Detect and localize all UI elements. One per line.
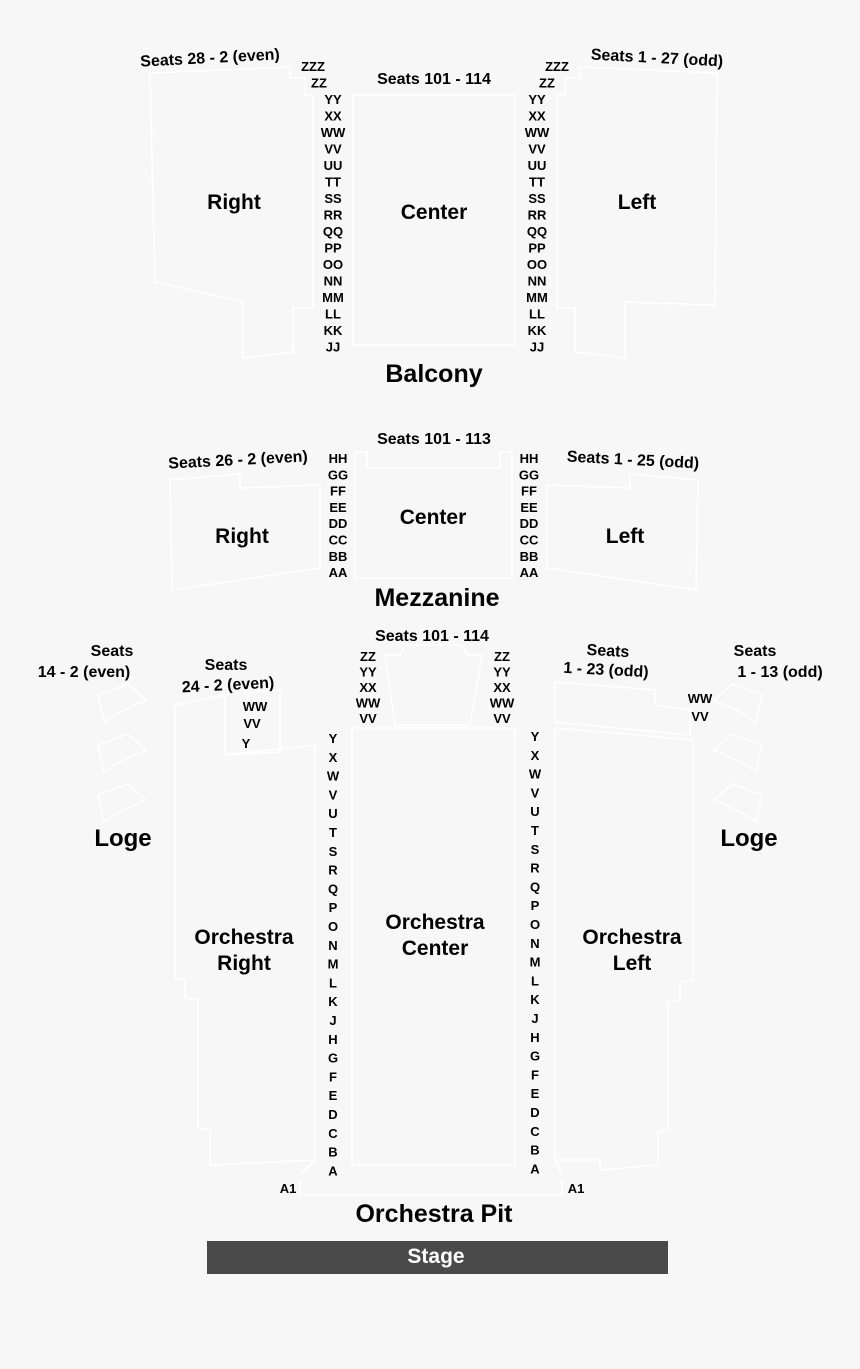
row-label: W: [326, 768, 340, 784]
row-label: FF: [521, 483, 537, 499]
balcony-left-label: Left: [617, 191, 657, 214]
row-label: VV: [324, 141, 342, 157]
row-label: B: [530, 1142, 540, 1158]
orchestra-right-top-row: WW: [242, 699, 268, 714]
row-label: S: [530, 841, 540, 857]
row-label: V: [530, 785, 540, 801]
row-label: H: [328, 1031, 338, 1047]
row-label: Q: [327, 881, 339, 897]
row-label: OO: [322, 257, 344, 272]
row-label: HH: [328, 451, 348, 466]
row-label: L: [531, 973, 539, 989]
row-label: YY: [528, 92, 546, 107]
row-label: K: [328, 994, 338, 1010]
row-label: KK: [323, 323, 343, 338]
row-label: H: [530, 1029, 540, 1045]
loge-right-box-2[interactable]: [714, 734, 762, 772]
row-label: TT: [325, 174, 341, 190]
row-label: R: [530, 860, 540, 876]
row-label: X: [328, 749, 338, 765]
row-label: WW: [320, 125, 346, 140]
stage-label: Stage: [407, 1245, 465, 1268]
row-label: MM: [322, 290, 344, 305]
row-label: QQ: [322, 224, 344, 239]
row-label: ZZ: [311, 75, 327, 91]
orchestra-right-top-row: VV: [243, 716, 261, 731]
row-label: F: [531, 1067, 539, 1083]
orchestra-center-top-rows-right: [356, 649, 381, 726]
row-label: DD: [519, 516, 539, 532]
row-label: C: [328, 1125, 338, 1141]
row-label: RR: [323, 207, 343, 223]
balcony-right-seats-label: Seats 28 - 2 (even): [139, 46, 281, 71]
orchestra-right-label-line1: Orchestra: [194, 926, 294, 949]
orchestra-left-section[interactable]: [555, 728, 693, 1170]
row-label: J: [531, 1011, 539, 1026]
row-label: VV: [528, 141, 546, 157]
loge-right-box-1[interactable]: [714, 684, 762, 722]
row-label: P: [328, 900, 338, 916]
mezzanine-row-labels-right: [328, 451, 348, 580]
row-label: EE: [520, 499, 538, 515]
row-label: DD: [328, 516, 348, 532]
loge-left-box-2[interactable]: [98, 734, 146, 772]
row-label: AA: [519, 565, 539, 581]
row-label: KK: [527, 323, 547, 338]
mezzanine-center-label: Center: [399, 506, 467, 529]
row-label: SS: [528, 191, 546, 206]
orchestra-pit-label: Orchestra Pit: [355, 1200, 513, 1228]
loge-right-seats-line2: 1 - 13 (odd): [737, 664, 823, 681]
row-label: G: [327, 1050, 339, 1066]
mezzanine-right-label: Right: [215, 525, 269, 548]
loge-right-box-3[interactable]: [714, 784, 762, 822]
stage: [207, 1241, 668, 1274]
row-label: D: [530, 1105, 540, 1120]
orchestra-left-seats-line2: 1 - 23 (odd): [562, 659, 650, 682]
loge-left-box-1[interactable]: [98, 684, 146, 722]
row-label: T: [531, 823, 539, 838]
loge-left-seats-line2: 14 - 2 (even): [37, 664, 131, 681]
row-label: N: [530, 935, 540, 951]
row-label: U: [328, 806, 338, 822]
mezzanine-row-labels-left: [519, 451, 539, 580]
row-label: E: [530, 1086, 540, 1102]
row-label: UU: [323, 158, 343, 173]
row-label: WW: [489, 695, 515, 711]
orchestra-right-label-line2: Right: [217, 952, 271, 975]
row-label: XX: [493, 680, 511, 695]
row-label: M: [327, 956, 339, 972]
mezzanine-title: Mezzanine: [374, 584, 500, 612]
balcony-center-seats-label: Seats 101 - 114: [377, 71, 491, 88]
row-label: Y: [328, 731, 338, 746]
row-label: VV: [493, 711, 511, 726]
balcony-row-labels-left: [525, 59, 569, 355]
row-label: ZZZ: [301, 59, 325, 74]
orchestra-center-seats-label: Seats 101 - 114: [375, 628, 489, 645]
loge-boxes: [98, 684, 762, 822]
orchestra-center-label-line2: Center: [401, 937, 469, 960]
row-label: ZZ: [494, 649, 510, 664]
balcony-right-label: Right: [207, 191, 261, 214]
row-label: SS: [324, 191, 342, 206]
row-label: ZZZ: [545, 59, 569, 74]
row-label: G: [529, 1048, 541, 1064]
mezzanine-center-seats-label: Seats 101 - 113: [377, 431, 491, 448]
row-label: A: [328, 1163, 338, 1179]
balcony-labels: [140, 46, 724, 388]
row-label: QQ: [526, 224, 548, 239]
row-label: XX: [528, 108, 546, 124]
loge-left-box-3[interactable]: [98, 784, 146, 822]
row-label: B: [328, 1144, 338, 1160]
row-label: MM: [526, 290, 548, 305]
loge-right-title: Loge: [720, 825, 778, 852]
row-label: EE: [329, 499, 347, 515]
row-label: OO: [526, 257, 548, 272]
orchestra-center-label-line1: Orchestra: [385, 911, 485, 934]
loge-left-title: Loge: [94, 825, 152, 852]
orchestra-left-top-row: WW: [687, 691, 713, 706]
row-label: PP: [324, 240, 342, 256]
orchestra-row-labels-right: [327, 731, 340, 1178]
row-label: S: [328, 843, 338, 859]
row-label: O: [529, 917, 541, 932]
row-label: M: [529, 954, 541, 970]
orchestra-right-seats-line2: 24 - 2 (even): [181, 674, 275, 697]
row-label: T: [329, 825, 337, 840]
orchestra-row-labels-left: [529, 729, 542, 1176]
row-label: P: [530, 898, 540, 914]
row-label: LL: [529, 306, 545, 322]
row-label: TT: [529, 174, 545, 190]
row-label: JJ: [325, 339, 341, 355]
orchestra-left-top-row: VV: [691, 709, 709, 724]
row-label: GG: [327, 467, 349, 483]
loge-labels: [38, 643, 823, 852]
orchestra-left-label-line2: Left: [612, 952, 652, 975]
row-label: GG: [518, 467, 540, 483]
row-label: NN: [527, 273, 547, 289]
row-label: AA: [328, 565, 348, 581]
row-label: F: [329, 1069, 337, 1085]
row-label: NN: [323, 273, 343, 289]
row-label: BB: [328, 548, 348, 564]
row-label: ZZ: [360, 649, 376, 664]
row-label: WW: [524, 125, 550, 140]
row-label: JJ: [529, 339, 545, 355]
row-label: PP: [528, 240, 546, 256]
row-label: YY: [493, 664, 511, 680]
loge-left-seats-line1: Seats: [90, 643, 134, 660]
row-label: XX: [324, 108, 342, 124]
balcony-row-labels-right: [301, 59, 346, 355]
row-label: XX: [359, 680, 377, 695]
orchestra-center-top-rows-left: [490, 649, 515, 726]
mezzanine-labels: [168, 431, 700, 612]
row-label: D: [328, 1107, 338, 1122]
row-label: HH: [519, 451, 539, 466]
row-label: YY: [324, 92, 342, 107]
balcony-center-label: Center: [400, 201, 468, 224]
row-label: LL: [325, 306, 341, 322]
mezzanine-left-seats-label: Seats 1 - 25 (odd): [566, 448, 700, 473]
loge-right-seats-line1: Seats: [733, 643, 777, 660]
seat-a1-left: A1: [567, 1181, 585, 1196]
mezzanine-right-seats-label: Seats 26 - 2 (even): [167, 448, 309, 473]
row-label: K: [530, 992, 540, 1008]
row-label: BB: [519, 548, 539, 564]
row-label: L: [329, 975, 337, 991]
row-label: RR: [527, 207, 547, 223]
row-label: V: [328, 787, 338, 803]
row-label: CC: [519, 532, 539, 548]
row-label: C: [530, 1123, 540, 1139]
row-label: N: [328, 937, 338, 953]
row-label: U: [530, 804, 540, 820]
balcony-title: Balcony: [385, 360, 483, 388]
orchestra-labels: [181, 628, 713, 1228]
row-label: YY: [359, 664, 377, 680]
orchestra-right-top-row: Y: [241, 736, 251, 751]
mezzanine-left-label: Left: [605, 525, 645, 548]
row-label: X: [530, 747, 540, 763]
row-label: FF: [330, 483, 346, 499]
row-label: CC: [328, 532, 348, 548]
balcony-left-seats-label: Seats 1 - 27 (odd): [590, 46, 724, 71]
row-label: W: [528, 766, 542, 782]
orchestra-left-seats-line1: Seats: [586, 641, 630, 662]
orchestra-right-seats-line1: Seats: [204, 657, 248, 674]
orchestra-left-top-block[interactable]: [555, 682, 690, 735]
row-label: O: [327, 919, 339, 934]
row-label: J: [329, 1013, 337, 1028]
seat-a1-right: A1: [279, 1181, 297, 1196]
orchestra-center-top[interactable]: [385, 645, 482, 725]
row-label: WW: [355, 695, 381, 711]
row-label: ZZ: [539, 75, 555, 91]
row-label: Y: [530, 729, 540, 744]
row-label: R: [328, 862, 338, 878]
row-label: VV: [359, 711, 377, 726]
row-label: UU: [527, 158, 547, 173]
row-label: Q: [529, 879, 541, 895]
row-label: E: [328, 1088, 338, 1104]
row-label: A: [530, 1161, 540, 1177]
orchestra-left-label-line1: Orchestra: [582, 926, 682, 949]
